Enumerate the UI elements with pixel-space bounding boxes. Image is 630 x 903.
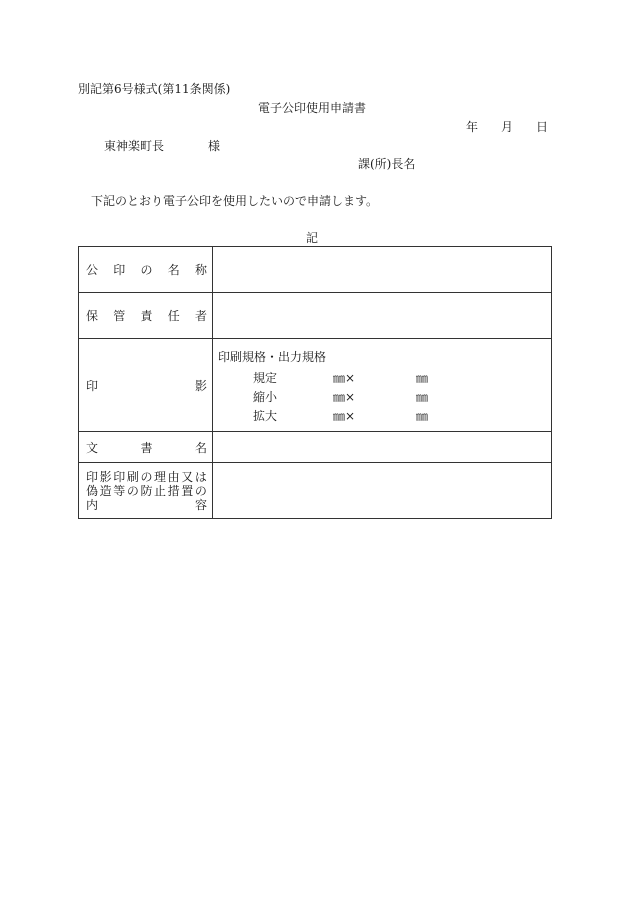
- date-day-label: 日: [536, 120, 549, 134]
- label-char: 責: [140, 309, 153, 323]
- label-char: の: [194, 483, 207, 498]
- table-row: [79, 463, 552, 519]
- spec-unit-mm-x: ㎜×: [333, 371, 356, 385]
- reason-label: [79, 463, 213, 519]
- seal-name-label: [79, 247, 213, 293]
- label-char: 止: [154, 483, 167, 498]
- reason-value[interactable]: [213, 463, 552, 519]
- spec-label-reduce: 縮小: [253, 390, 278, 404]
- table-row: [79, 247, 552, 293]
- label-char: 保: [86, 309, 99, 323]
- label-char: 由: [167, 469, 180, 484]
- label-char: 等: [113, 483, 126, 498]
- label-char: の: [140, 263, 153, 277]
- label-char: 称: [194, 263, 207, 277]
- spec-label-standard: 規定: [253, 371, 278, 385]
- impression-label: [79, 339, 213, 432]
- document-name-label: [79, 432, 213, 463]
- form-number: 別記第6号様式(第11条関係): [78, 82, 231, 96]
- date-month-label: 月: [501, 120, 514, 134]
- application-table: [78, 246, 552, 519]
- spec-unit-mm-x: ㎜×: [333, 390, 356, 404]
- label-char: 置: [181, 483, 194, 498]
- document-name-value[interactable]: [213, 432, 552, 463]
- label-char: 管: [113, 309, 126, 323]
- label-char: 文: [86, 440, 99, 455]
- spec-unit-mm: ㎜: [416, 409, 429, 423]
- label-char: 容: [194, 497, 207, 512]
- reason-line-1: [86, 470, 207, 484]
- label-char: 防: [140, 483, 153, 498]
- label-char: 影: [99, 469, 112, 484]
- seal-name-value[interactable]: [213, 247, 552, 293]
- label-char: 刷: [126, 469, 139, 484]
- label-char: 影: [194, 378, 207, 393]
- document-title: 電子公印使用申請書: [258, 101, 367, 115]
- label-char: 名: [167, 263, 180, 277]
- custodian-label: [79, 293, 213, 339]
- label-char: 理: [154, 469, 167, 484]
- custodian-value[interactable]: [213, 293, 552, 339]
- label-char: の: [126, 483, 139, 498]
- table-row: [79, 293, 552, 339]
- label-char: 任: [167, 309, 180, 323]
- label-char: 者: [194, 309, 207, 323]
- reason-line-2: [86, 484, 207, 498]
- label-char: 印: [86, 378, 99, 393]
- impression-value: [213, 339, 552, 432]
- label-char: 造: [99, 483, 112, 498]
- table-row: [79, 432, 552, 463]
- body-text: 下記のとおり電子公印を使用したいので申請します。: [91, 194, 379, 208]
- label-char: の: [140, 469, 153, 484]
- label-char: 偽: [86, 483, 99, 498]
- spec-heading: 印刷規格・出力規格: [218, 350, 327, 364]
- spec-block: [213, 339, 551, 421]
- label-char: 公: [86, 263, 99, 277]
- label-char: は: [194, 469, 207, 484]
- addressee-honorific: 様: [208, 139, 221, 153]
- label-char: 名: [194, 440, 207, 455]
- table-row: [79, 339, 552, 432]
- label-char: 措: [167, 483, 180, 498]
- addressee-name: 東神楽町長: [104, 139, 165, 153]
- spec-unit-mm: ㎜: [416, 371, 429, 385]
- label-char: 又: [181, 469, 194, 484]
- label-char: 印: [113, 263, 126, 277]
- date-year-label: 年: [466, 120, 479, 134]
- applicant-label: 課(所)長名: [358, 157, 416, 171]
- label-char: 印: [86, 469, 99, 484]
- spec-label-enlarge: 拡大: [253, 409, 278, 423]
- label-char: 内: [86, 497, 99, 512]
- spec-unit-mm: ㎜: [416, 390, 429, 404]
- spec-unit-mm-x: ㎜×: [333, 409, 356, 423]
- label-char: 印: [113, 469, 126, 484]
- ki-heading: 記: [306, 231, 319, 245]
- reason-line-3: [86, 498, 207, 512]
- label-char: 書: [140, 440, 153, 455]
